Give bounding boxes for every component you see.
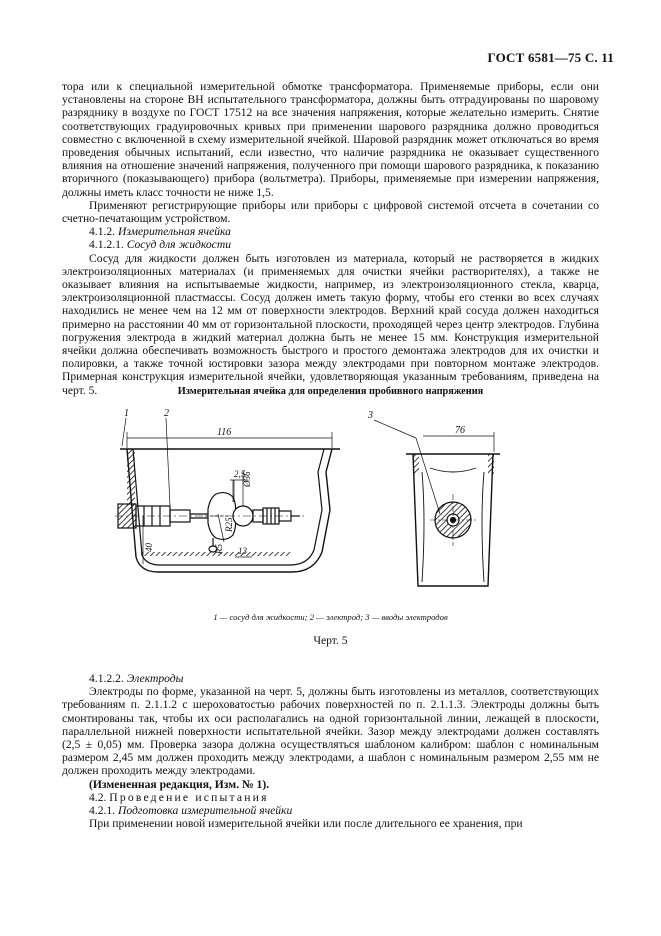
- section-number: 4.2.: [89, 790, 107, 804]
- section-number: 4.1.2.1.: [89, 238, 124, 252]
- section-title: Электроды: [126, 672, 184, 685]
- dim-2-5: 2,5: [234, 469, 246, 479]
- section-title: Подготовка измерительной ячейки: [118, 804, 293, 818]
- figure-caption: Черт. 5: [313, 634, 348, 647]
- dim-36: Ø36: [242, 471, 252, 487]
- page-header: ГОСТ 6581—75 С. 11: [487, 50, 614, 65]
- section-number: 4.2.1.: [89, 804, 116, 818]
- section-4-1-2-1-heading: [62, 238, 599, 251]
- text-block-bottom: [62, 672, 599, 830]
- legend-item-1: — сосуд для жидкости;: [219, 612, 308, 622]
- section-title: Сосуд для жидкости: [126, 238, 231, 252]
- label-2: 2: [164, 408, 169, 419]
- section-4-1-2-2-heading: [62, 672, 599, 685]
- section-4-2-1-heading: [62, 804, 599, 817]
- figure-title: Измерительная ячейка для определения пробивного напряжения: [177, 386, 484, 397]
- section-4-1-2-heading: [62, 225, 599, 238]
- amendment-note: (Измененная редакция, Изм. № 1).: [89, 777, 270, 791]
- text-block-top: [62, 80, 599, 397]
- dim-13: 13: [238, 546, 247, 556]
- section-title: Измерительная ячейка: [118, 225, 231, 239]
- label-3: 3: [368, 410, 373, 421]
- legend-item-3: — вводы электродов: [371, 612, 448, 622]
- measuring-cell-drawing: [100, 402, 500, 607]
- dim-r25: R25: [224, 517, 234, 532]
- label-1: 1: [124, 408, 129, 419]
- section-title: Проведение испытания: [109, 790, 269, 804]
- figure-legend: 1 — сосуд для жидкости; 2 — электрод; 3 — вводы электродов: [213, 612, 448, 622]
- paragraph-electrodes: Электроды по форме, указанной на черт. 5, должны быть изготовлены из металлов, соответствующих требованиям п. 2.1.1.2 с шероховатостью рабочих поверхностей по п. 2.1.1.3. Электроды должны быть смонтированы так, чтобы их оси располагались на одной горизонтальной линии, лежащей в плоскости, параллельной нижней поверхности испытательной ячейки. Зазор между электродами должен составлять (2,5 ± 0,05) мм. Проверка зазора должна осуществляться шаблоном калибром: шаблон с номинальным размером 2,45 мм должен проходить между электродами, а шаблон с номинальным размером 2,55 мм не должен проходить между электродами.: [62, 685, 599, 778]
- section-number: 4.1.2.: [89, 225, 116, 239]
- legend-item-2: — электрод;: [316, 612, 364, 622]
- paragraph-cell-preparation: При применении новой измерительной ячейки или после длительного ее хранения, при: [89, 817, 523, 831]
- section-number: 4.1.2.2.: [89, 672, 124, 685]
- section-4-2-heading: [62, 791, 599, 804]
- paragraph-recording-instruments: Применяют регистрирующие приборы или приборы с цифровой системой отсчета в сочетании со счетно-печатающим устройством.: [62, 198, 599, 226]
- dim-76: 76: [455, 425, 465, 436]
- dim-40: 40: [144, 543, 154, 552]
- paragraph-liquid-vessel: Сосуд для жидкости должен быть изготовлен из материала, который не растворяется в жидких электроизоляционных материалах (и применяемых для очистки ячейки растворителях), а также не оказывает влияния на испытываемые жидкости, например, из электроизоляционного стекла, кварца, электроизоляционной пластмассы. Сосуд должен иметь такую форму, чтобы его стенки во всех случаях находились не менее чем на 12 мм от поверхности электродов. Верхний край сосуда должен находиться примерно на расстоянии 40 мм от горизонтальной плоскости, проходящей через центр электродов. Глубина погружения электрода в жидкий материал должна быть не менее 15 мм. Конструкция измерительной ячейки должна обеспечивать возможность быстрого и простого демонтажа электродов для их очистки и полировки, а также точной юстировки зазора между электродами при повторном монтаже электродов. Примерная конструкция измерительной ячейки, удовлетворяющая указанным требованиям, приведена на черт. 5.: [62, 251, 599, 397]
- dim-r5: R5: [214, 544, 224, 554]
- paragraph-measuring-instruments: тора или к специальной измерительной обмотке трансформатора. Применяемые приборы, если они установлены на стороне ВН испытательного трансформатора, должны быть отградуированы по шаровому разряднику в воздухе по ГОСТ 17512 на все значения напряжения, которые желательно измерить. Снятие соответствующих градуировочных кривых при применении шарового разрядника должно проводиться совместно с включенной в схему измерительной ячейкой. Шаровой разрядник может отключаться во время проведения обычных испытаний, если известно, что наличие разрядника не оказывает существенного влияния на отношение значений напряжения, полученного при помощи шарового разрядника, к показанию вторичного (показывающего) прибора (вольтметра). Приборы, применяемые при измерении напряжения, должны иметь класс точности не ниже 1,5.: [62, 80, 599, 199]
- dim-116: 116: [217, 427, 232, 438]
